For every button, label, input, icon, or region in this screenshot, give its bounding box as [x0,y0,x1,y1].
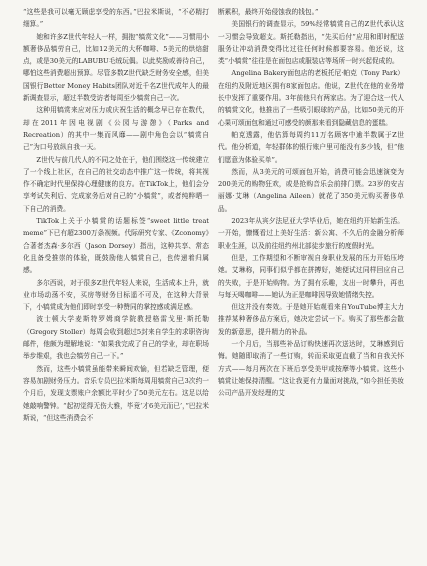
paragraph: 然而，从3美元的可颂面包开始，消费可能会迅速演变为200美元的购物狂欢，或是抢购音乐会前排门票。23岁的安吉丽娜·艾琳（Angelina Aileen）就花了350美元购买奢侈单品。 [218,167,404,213]
paragraph: 但这并没有奏效。于是她开始观看来自YouTube博主大力推荐某种奢侈品方案后，她决定尝试一下。购买了那些都会散发的新意思，提升精力的补品。 [218,303,404,336]
paragraph: 一个月后，当那些补品订购快速再次送达时，艾琳感到后悔。她随即取消了一些订购，转而采取更直截了当和自我关怀方式——每月两次在下班后享受美甲或按摩等小犒赏。这些小犒赏让她保持清醒。“这让我更有力量面对挑战，”如今担任美妆公司产品开发经理的艾 [218,340,404,398]
left-column [23,6,209,424]
paragraph: 多尔西说，对于很多Z世代年轻人来说，生活成本上升，就业市场动荡不安，买房等财务目标遥不可及，在这种大背景下，小犒赏成为他们即时享受一种赞同的掌控感或满足感。 [23,278,209,312]
paragraph: Z世代与前几代人的不同之处在于，他们围绕这一传统建立了一个线上社区，在自己的社交动态中推广这一传统，将其视作不确定时代里保持心理健康的良方。在TikTok上，他们会分享考试失利后、完成家务后对自己的“小犒赏”，或者纯粹晒一下自己的消费。 [23,155,209,213]
right-column [218,6,404,400]
paragraph: 但是，工作期望和不断审视自身职业发展的压力开始压垮她。艾琳称，同事们似乎都在拼搏好，她便试过同样回应自己的失败，于是开始购物。为了拥有乐趣，支出一时攀升，再也与每天喝咖啡——她认为正是咖啡因导致她情绪失控。 [218,253,404,299]
paragraph: 帕克透露，他估算每周约11万名顾客中逾半数属于Z世代。他分析道，年轻群体的银行账户里可能没有多少钱，但“他们愿意为体验买单”。 [218,130,404,164]
paragraph: 这种用犒赏来应对压力或庆祝生活的概念早已存在数代，却在2011年因电视剧《公园与游憩》（Parks and Recreation）的其中一集而风靡——剧中角色会以“犒赏自己”为口号放纵自我一天。 [23,106,209,152]
paragraph: TikTok上关于小犒赏的话题标签“sweet little treat meme”下已有超2300万条视频。代际研究专家、《Zconomy》合著者杰森·多尔西（Jason Dorsey）指出，这种共享、常态化且备受推崇的体验，既鼓励他人犒赏自己，也传递着归属感。 [23,217,209,275]
paragraph: “这些是我可以毫无顾虑享受的东西。”巴拉米斯说，“不必精打细算。” [23,8,209,29]
paragraph: 然而，这些小犒赏虽能带来瞬间欢愉，但若缺乏管理，便容易加剧财务压力。音乐专员巴拉米斯每周用犒赏自己3次约一个月后，发现支票账户余额比平时少了50美元左右。这足以给她敲响警钟。“起初觉得无伤大雅，毕竟‘才6美元而已’，”巴拉米斯说，“但这些消费会不 [23,364,209,422]
paragraph: 2023年从宾夕法尼亚大学毕业后，她在纽约开始新生活。一开始，慷慨看过上美好生活：新公寓、不久后的金融分析师职业生涯，以及前往纽约州北部徒步旅行的度假时光。 [218,217,404,250]
paragraph: 波士顿大学麦斯特罗姆商学院教授格雷戈里·斯托勒（Gregory Stoller）每周会收到超过5封来自学生的求职咨询邮件，他颇为理解地说：“如果我完成了自己的学业，却在职场举步维艰，我也会犒劳自己一下。” [23,315,209,361]
paragraph: Angelina Bakery面包店的老板托尼·帕克（Tony Park）在纽约及附近地区拥有8家面包店。他说，Z世代在他的业务增长中发挥了重要作用。3年前他只有两家店。为了迎合这一代人的犒赏文化，他推出了一些吸引眼球的产品，比如50美元的开心果可颂面包和通过可感受的颜那来看到隐藏信息的蛋糕。 [218,69,404,127]
paragraph: 美国银行的调查显示，59%经常犒赏自己的Z世代承认这一习惯会导致超支。斯托勒指出，“先买后付”应用和即时配送服务让冲动消费变得比过往任何时候都要容易。他还说，这类“小犒赏”往往是在面包店或服装店等场所一时兴起促成的。 [218,20,404,66]
paragraph: 她和许多Z世代年轻人一样，拥抱“犒赏文化”——习惯用小额奢侈品犒劳自己，比如12美元的大杯咖啡、5美元的烘焙甜点，或是30美元的LABUBU毛绒玩偶。以此奖励或善待自己，哪怕这些消费超出预算。尽管多数Z世代缺乏财务安全感，但美国银行Better Money Habits团队对近千名Z世代成年人的最新调查显示，超过半数受访者每周至少犒赏自己一次。 [23,32,210,103]
paragraph: 断累积，最终开始侵蚀我的钱包。” [218,8,319,16]
